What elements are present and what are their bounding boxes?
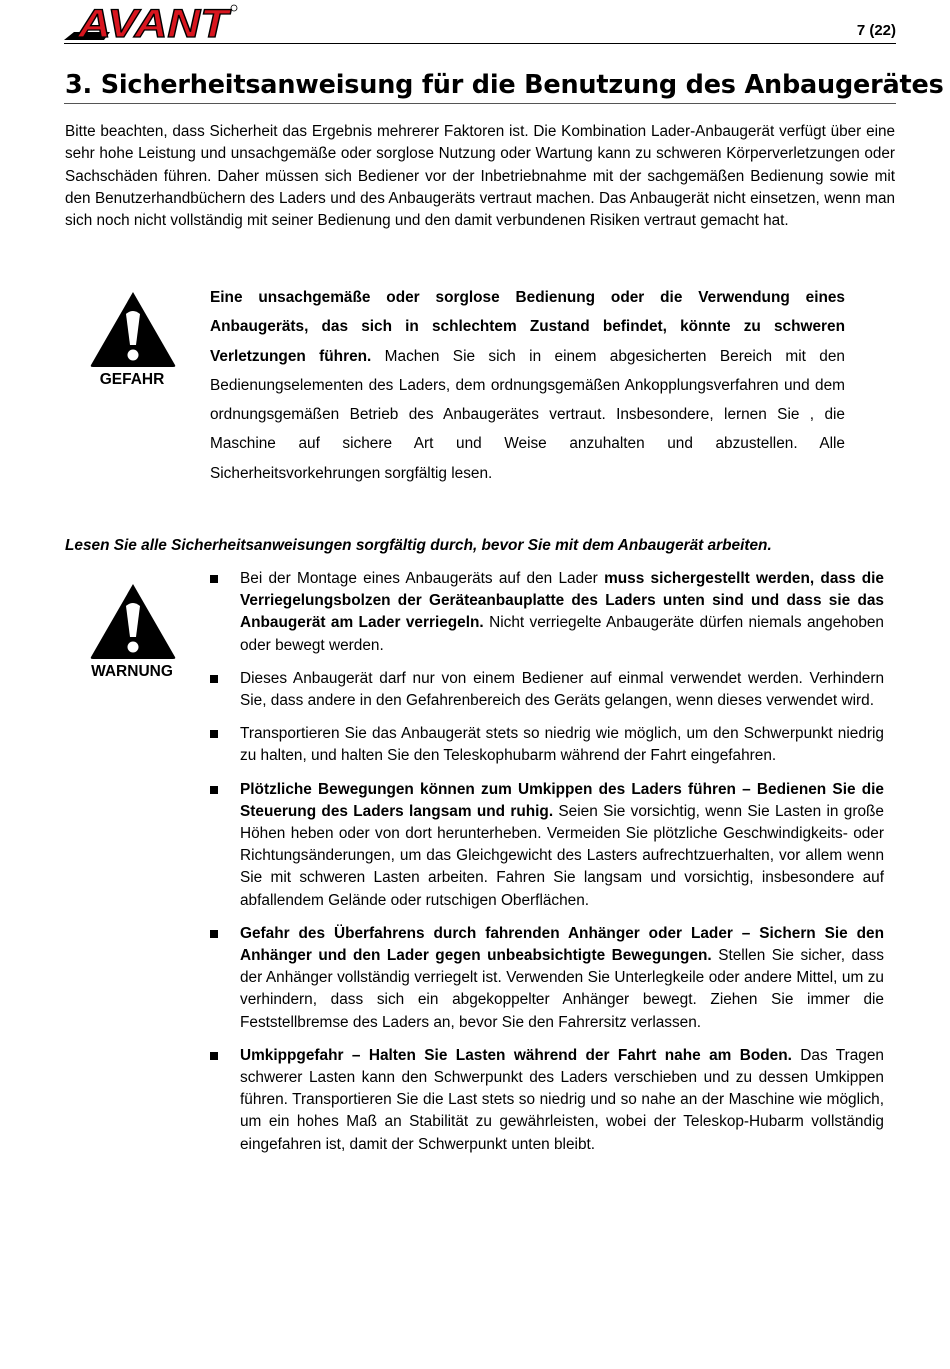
- square-bullet-icon: [210, 786, 218, 794]
- square-bullet-icon: [210, 675, 218, 683]
- svg-text:AVANT: AVANT: [76, 2, 233, 42]
- read-instructions-note: Lesen Sie alle Sicherheitsanweisungen sorgfältig durch, bevor Sie mit dem Anbaugerät arbeiten.: [65, 537, 772, 554]
- danger-bold-text: Eine unsachgemäße oder sorglose Bedienung oder die Verwendung eines Anbaugeräts, das sich in schlechtem Zustand befindet, könnte zu schweren Verletzungen führen.: [210, 289, 845, 365]
- page-number: 7 (22): [856, 22, 896, 39]
- square-bullet-icon: [210, 1052, 218, 1060]
- danger-paragraph: [210, 283, 845, 488]
- header-divider: [64, 43, 896, 44]
- avant-logo: [64, 2, 242, 42]
- warning-label: WARNUNG: [91, 663, 173, 680]
- list-item: Bei der Montage eines Anbaugeräts auf den Lader muss sichergestellt werden, dass die Verriegelungsbolzen der Geräteanbauplatte des Laders unten sind und dass sie das Anbaugerät am Lader verriegeln. Nicht verriegelte Anbaugeräte dürfen niemals angehoben oder bewegt werden.: [210, 568, 884, 657]
- list-item: Plötzliche Bewegungen können zum Umkippen des Laders führen – Bedienen Sie die Steuerung des Laders langsam und ruhig. Seien Sie vorsichtig, wenn Sie Lasten in große Höhen heben oder von dort herunterheben. Vermeiden Sie plötzliche Geschwindigkeits- oder Richtungsänderungen, um das Gleichgewicht des Lasters aufrechtzuerhalten, vor allem wenn Sie mit schweren Lasten arbeiten. Fahren Sie langsam und vorsichtig, insbesondere auf abfallendem Gelände oder rutschigen Oberflächen.: [210, 779, 884, 912]
- list-item: Umkippgefahr – Halten Sie Lasten während der Fahrt nahe am Boden. Das Tragen schwerer Lasten kann den Schwerpunkt des Laders verschieben und zu dessen Umkippen führen. Transportieren Sie die Last stets so niedrig und so nahe an der Maschine wie möglich, um ein hohes Maß an Stabilität zu gewährleisten, wobei der Teleskop-Hubarm vollständig eingefahren ist, damit der Schwerpunkt unten bleibt.: [210, 1045, 884, 1156]
- square-bullet-icon: [210, 575, 218, 583]
- avant-logo-graphic: [64, 2, 242, 42]
- intro-paragraph: Bitte beachten, dass Sicherheit das Ergebnis mehrerer Faktoren ist. Die Kombination Lader-Anbaugerät verfügt über eine sehr hohe Leistung und unsachgemäße oder sorglose Nutzung oder Wartung kann zu schweren Körperverletzungen oder Sachschäden führen. Daher müssen sich Bediener vor der Inbetriebnahme mit der sachgemäßen Bedienung sowie mit den Benutzerhandbüchern des Laders und des Anbaugeräts vertraut machen. Das Anbaugerät nicht einsetzen, wenn man sich noch nicht vollständig mit seiner Bedienung und den damit verbundenen Risiken vertraut gemacht hat.: [65, 123, 895, 230]
- title-divider: [64, 103, 896, 104]
- warning-list: [210, 568, 884, 1167]
- section-title: 3. Sicherheitsanweisung für die Benutzung des Anbaugerätes: [65, 70, 944, 100]
- square-bullet-icon: [210, 730, 218, 738]
- danger-body-text: Machen Sie sich in einem abgesicherten Bereich mit den Bedienungselementen des Laders, dem ordnungsgemäßen Ankopplungsverfahren und dem ordnungsgemäßen Betrieb des Anbaugerätes vertraut. Insbesondere, lernen Sie , die Maschine auf sichere Art und Weise anzuhalten und abzustellen. Alle Sicherheitsvorkehrungen sorgfältig lesen.: [210, 347, 845, 482]
- list-item: Gefahr des Überfahrens durch fahrenden Anhänger oder Lader – Sichern Sie den Anhänger und den Lader gegen unbeabsichtigte Bewegungen. Stellen Sie sicher, dass der Anhänger vollständig verriegelt ist. Verwenden Sie Unterlegkeile oder andere Mittel, um zu verhindern, dass sich ein abgekoppelter Anhänger bewegt. Ziehen Sie immer die Feststellbremse des Laders an, bevor Sie den Fahrersitz verlassen.: [210, 923, 884, 1034]
- danger-label: GEFAHR: [99, 371, 165, 388]
- warning-triangle-icon: [88, 581, 178, 661]
- list-item: Dieses Anbaugerät darf nur von einem Bediener auf einmal verwendet werden. Verhindern Sie, dass andere in den Gefahrenbereich des Geräts gelangen, wenn dieses verwendet wird.: [210, 668, 884, 712]
- warning-triangle-icon: [88, 289, 178, 369]
- square-bullet-icon: [210, 930, 218, 938]
- list-item: Transportieren Sie das Anbaugerät stets so niedrig wie möglich, um den Schwerpunkt niedrig zu halten, und halten Sie den Teleskophubarm während der Fahrt eingefahren.: [210, 723, 884, 767]
